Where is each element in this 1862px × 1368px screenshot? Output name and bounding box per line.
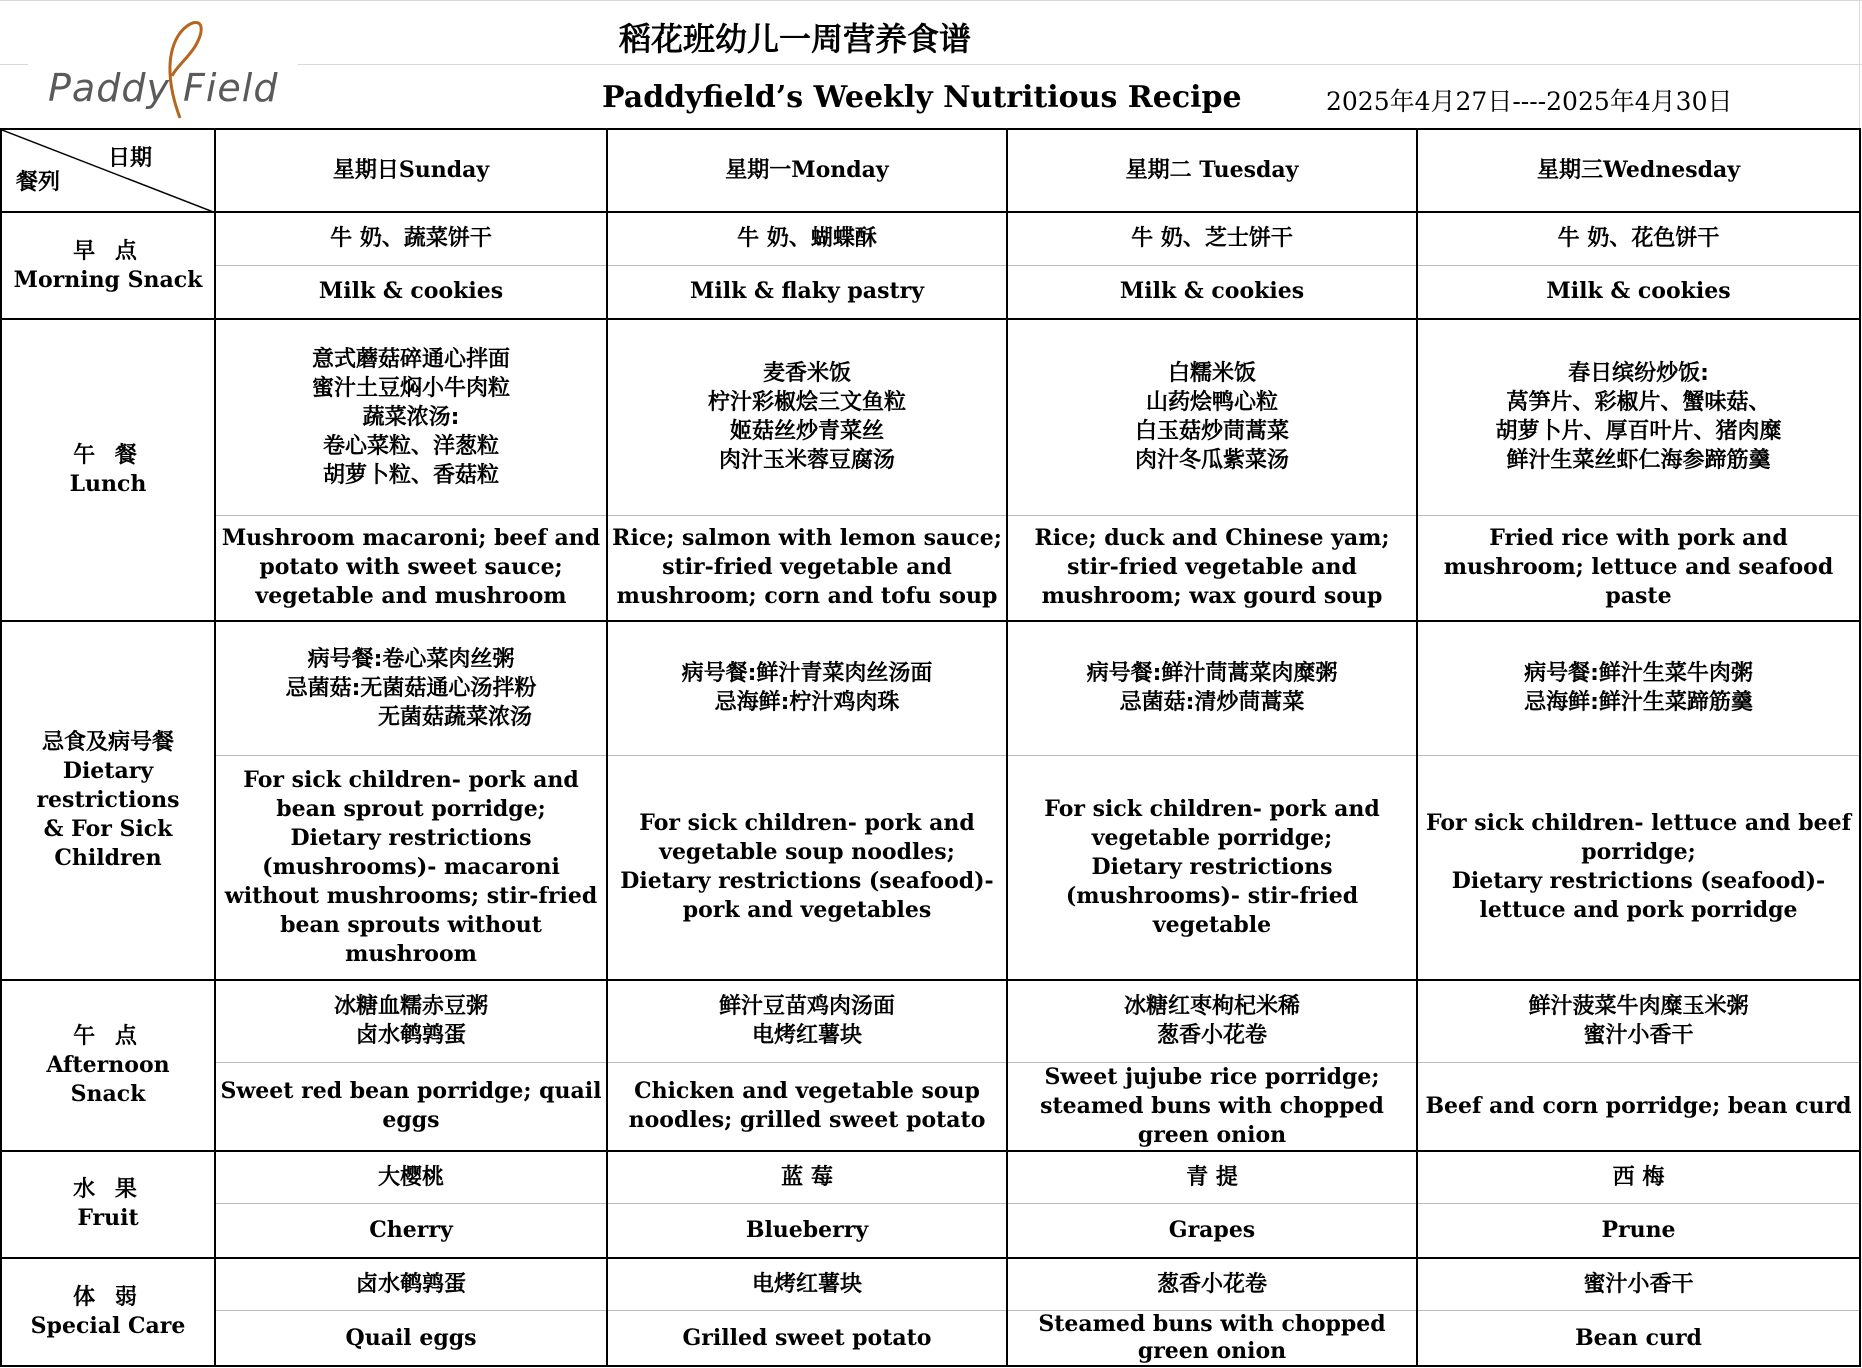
dish-line: 葱香小花卷 [1156,1023,1267,1049]
special-care-cn-row [1,1258,1860,1311]
row-header-cn: 午 餐 [73,443,143,468]
morning-snack-cn-row [1,212,1860,265]
row-header-en: & For Sick [43,816,173,842]
lunch-en-row [1,515,1860,621]
dietary-en-cell [1007,755,1417,980]
row-header-cn: 早 点 [73,238,143,264]
dish-line: 卤水鹌鹑蛋 [355,1023,466,1049]
dish-line: 卷心菜粒、洋葱粒 [322,433,499,459]
dish-line: 山药烩鸭心粒 [1145,390,1278,416]
dish-line: 冰糖红枣枸杞米稀 [1123,994,1300,1020]
row-header-morning-snack [1,212,215,319]
morning-snack-en-cell: Milk & cookies [1007,265,1417,319]
fruit-en-cell: Cherry [215,1204,607,1258]
row-header-en: Afternoon Snack [46,1051,170,1107]
lunch-cn-cell [1417,319,1860,515]
weekly-menu-table [0,128,1861,1367]
afternoon-snack-en-cell: Chicken and vegetable soup noodles; grilled sweet potato [607,1062,1007,1151]
fruit-en-cell: Blueberry [607,1204,1007,1258]
afternoon-snack-en-cell: Sweet jujube rice porridge; steamed buns with chopped green onion [1007,1062,1417,1151]
dietary-en-row [1,755,1860,980]
fruit-cn-cell: 青 提 [1007,1151,1417,1204]
afternoon-snack-cn-cell [1417,980,1860,1062]
diet-text: For sick children- pork and vegetable porridge; [1044,795,1380,851]
date-axis-label: 日期 [107,146,152,171]
row-header-cn: 午 点 [73,1023,143,1049]
dietary-cn-row [1,621,1860,755]
dish-line: 冰糖血糯赤豆粥 [333,994,488,1020]
row-header-en: Dietary restrictions [36,758,180,813]
dish-line: 鲜汁生菜丝虾仁海参蹄筋羹 [1506,448,1771,474]
corner-header-cell [1,129,215,212]
fruit-en-cell: Grapes [1007,1204,1417,1258]
row-header-cn: 体 弱 [73,1284,143,1310]
lunch-cn-row [1,319,1860,515]
diet-text: Dietary restrictions (seafood)- lettuce and pork porridge [1451,868,1826,924]
day-header-sunday: 星期日Sunday [215,129,607,212]
special-care-cn-cell: 葱香小花卷 [1007,1258,1417,1311]
page-title-cn: 稻花班幼儿一周营养食谱 [618,20,971,58]
dietary-cn-cell [215,621,607,755]
day-header-wednesday: 星期三Wednesday [1417,129,1860,212]
diet-text: For sick children- pork and bean sprout porridge; [243,766,579,822]
dish-line: 鲜汁豆苗鸡肉汤面 [718,994,895,1020]
diet-text: For sick children- lettuce and beef porridge; [1425,810,1852,866]
morning-snack-en-cell: Milk & cookies [1417,265,1860,319]
fruit-cn-cell: 西 梅 [1417,1151,1860,1204]
morning-snack-cn-cell: 牛 奶、蔬菜饼干 [215,212,607,265]
dish-line: 鲜汁菠菜牛肉糜玉米粥 [1528,994,1749,1020]
diet-text: Dietary restrictions (mushrooms)- stir-fried vegetable [1065,853,1359,938]
diet-text: Dietary restrictions (mushrooms)- macaroni without mushrooms; stir-fried bean sprouts without mushroom [224,824,598,967]
diet-line: 忌海鲜:柠汁鸡肉珠 [714,690,900,716]
diet-line: 病号餐:卷心菜肉丝粥 [307,646,515,672]
afternoon-snack-cn-cell [215,980,607,1062]
dish-line: 白玉菇炒茼蒿菜 [1134,419,1289,445]
afternoon-snack-cn-cell [1007,980,1417,1062]
fruit-cn-cell: 大樱桃 [215,1151,607,1204]
special-care-en-cell: Grilled sweet potato [607,1311,1007,1367]
dish-line: 肉汁冬瓜紫菜汤 [1134,448,1289,474]
lunch-cn-cell [1007,319,1417,515]
dietary-cn-cell [607,621,1007,755]
afternoon-snack-en-cell: Sweet red bean porridge; quail eggs [215,1062,607,1151]
dish-line: 肉汁玉米蓉豆腐汤 [718,448,895,474]
afternoon-snack-en-row [1,1062,1860,1151]
diet-line: 病号餐:鲜汁茼蒿菜肉糜粥 [1086,661,1338,687]
special-care-en-cell: Bean curd [1417,1311,1860,1367]
lunch-en-cell: Rice; salmon with lemon sauce; stir-fried vegetable and mushroom; corn and tofu soup [607,515,1007,621]
dish-line: 姬菇丝炒青菜丝 [729,419,884,445]
dish-line: 蜜汁土豆焖小牛肉粒 [311,375,510,401]
row-header-cn: 水 果 [73,1177,143,1202]
afternoon-snack-en-cell: Beef and corn porridge; bean curd [1417,1062,1860,1151]
diet-text: For sick children- pork and vegetable soup noodles; [639,810,975,866]
diet-line: 忌菌菇:清炒茼蒿菜 [1119,690,1305,716]
special-care-en-cell: Steamed buns with chopped green onion [1007,1311,1417,1367]
morning-snack-cn-cell: 牛 奶、花色饼干 [1417,212,1860,265]
diet-line: 忌海鲜:鲜汁生菜蹄筋羹 [1524,690,1753,716]
special-care-en-row [1,1311,1860,1367]
dietary-en-cell [1417,755,1860,980]
dish-line: 胡萝卜片、厚百叶片、猪肉糜 [1495,419,1782,445]
morning-snack-cn-cell: 牛 奶、蝴蝶酥 [607,212,1007,265]
dish-line: 胡萝卜粒、香菇粒 [322,462,499,488]
page-title-en: Paddyfield’s Weekly Nutritious Recipe [602,80,1242,115]
diet-line: 病号餐:鲜汁生菜牛肉粥 [1524,661,1753,687]
special-care-cn-cell: 电烤红薯块 [607,1258,1007,1311]
morning-snack-en-cell: Milk & cookies [215,265,607,319]
afternoon-snack-cn-row [1,980,1860,1062]
dietary-cn-cell [1007,621,1417,755]
fruit-cn-row [1,1151,1860,1204]
row-header-afternoon-snack [1,980,215,1151]
morning-snack-cn-cell: 牛 奶、芝士饼干 [1007,212,1417,265]
dish-line: 麦香米饭 [762,361,851,387]
lunch-en-cell: Fried rice with pork and mushroom; lettuce and seafood paste [1417,515,1860,621]
morning-snack-en-row [1,265,1860,319]
dish-line: 蜜汁小香干 [1583,1023,1694,1049]
row-header-en: Fruit [77,1205,139,1231]
row-header-en: Special Care [30,1312,186,1339]
dietary-en-cell [607,755,1007,980]
diet-text: Dietary restrictions (seafood)- pork and vegetables [620,868,994,924]
meal-axis-label: 餐列 [16,170,61,195]
fruit-en-cell: Prune [1417,1204,1860,1258]
day-header-row [1,129,1860,212]
row-header-lunch [1,319,215,621]
dish-line: 蔬菜浓汤: [362,404,460,430]
day-header-monday: 星期一Monday [607,129,1007,212]
lunch-en-cell: Rice; duck and Chinese yam; stir-fried vegetable and mushroom; wax gourd soup [1007,515,1417,621]
dietary-en-cell [215,755,607,980]
dish-line: 白糯米饭 [1167,361,1256,387]
special-care-cn-cell: 蜜汁小香干 [1417,1258,1860,1311]
day-header-tuesday: 星期二 Tuesday [1007,129,1417,212]
row-header-special-care [1,1258,215,1367]
dish-line: 电烤红薯块 [751,1023,862,1049]
fruit-cn-cell: 蓝 莓 [607,1151,1007,1204]
logo-text: Paddy Field [48,66,279,110]
diet-line: 忌菌菇:无菌菇通心汤拌粉 [285,675,537,701]
special-care-cn-cell: 卤水鹌鹑蛋 [215,1258,607,1311]
dish-line: 春日缤纷炒饭: [1568,361,1709,387]
dish-line: 意式蘑菇碎通心拌面 [311,346,510,372]
dish-line: 柠汁彩椒烩三文鱼粒 [707,390,906,416]
lunch-cn-cell [215,319,607,515]
row-header-cn: 忌食及病号餐 [41,730,174,755]
special-care-en-cell: Quail eggs [215,1311,607,1367]
row-header-en: Morning Snack [13,266,203,293]
dish-line: 莴笋片、彩椒片、蟹味菇、 [1506,390,1771,416]
morning-snack-en-cell: Milk & flaky pastry [607,265,1007,319]
row-header-en: Children [54,845,162,871]
dietary-cn-cell [1417,621,1860,755]
row-header-dietary [1,621,215,980]
diet-line: 病号餐:鲜汁青菜肉丝汤面 [681,661,933,687]
lunch-cn-cell [607,319,1007,515]
row-header-en: Lunch [69,471,147,497]
afternoon-snack-cn-cell [607,980,1007,1062]
row-header-fruit [1,1151,215,1258]
lunch-en-cell: Mushroom macaroni; beef and potato with sweet sauce; vegetable and mushroom [215,515,607,621]
date-range: 2025年4月27日----2025年4月30日 [1326,87,1733,116]
diet-line: 无菌菇蔬菜浓汤 [289,704,532,730]
fruit-en-row [1,1204,1860,1258]
